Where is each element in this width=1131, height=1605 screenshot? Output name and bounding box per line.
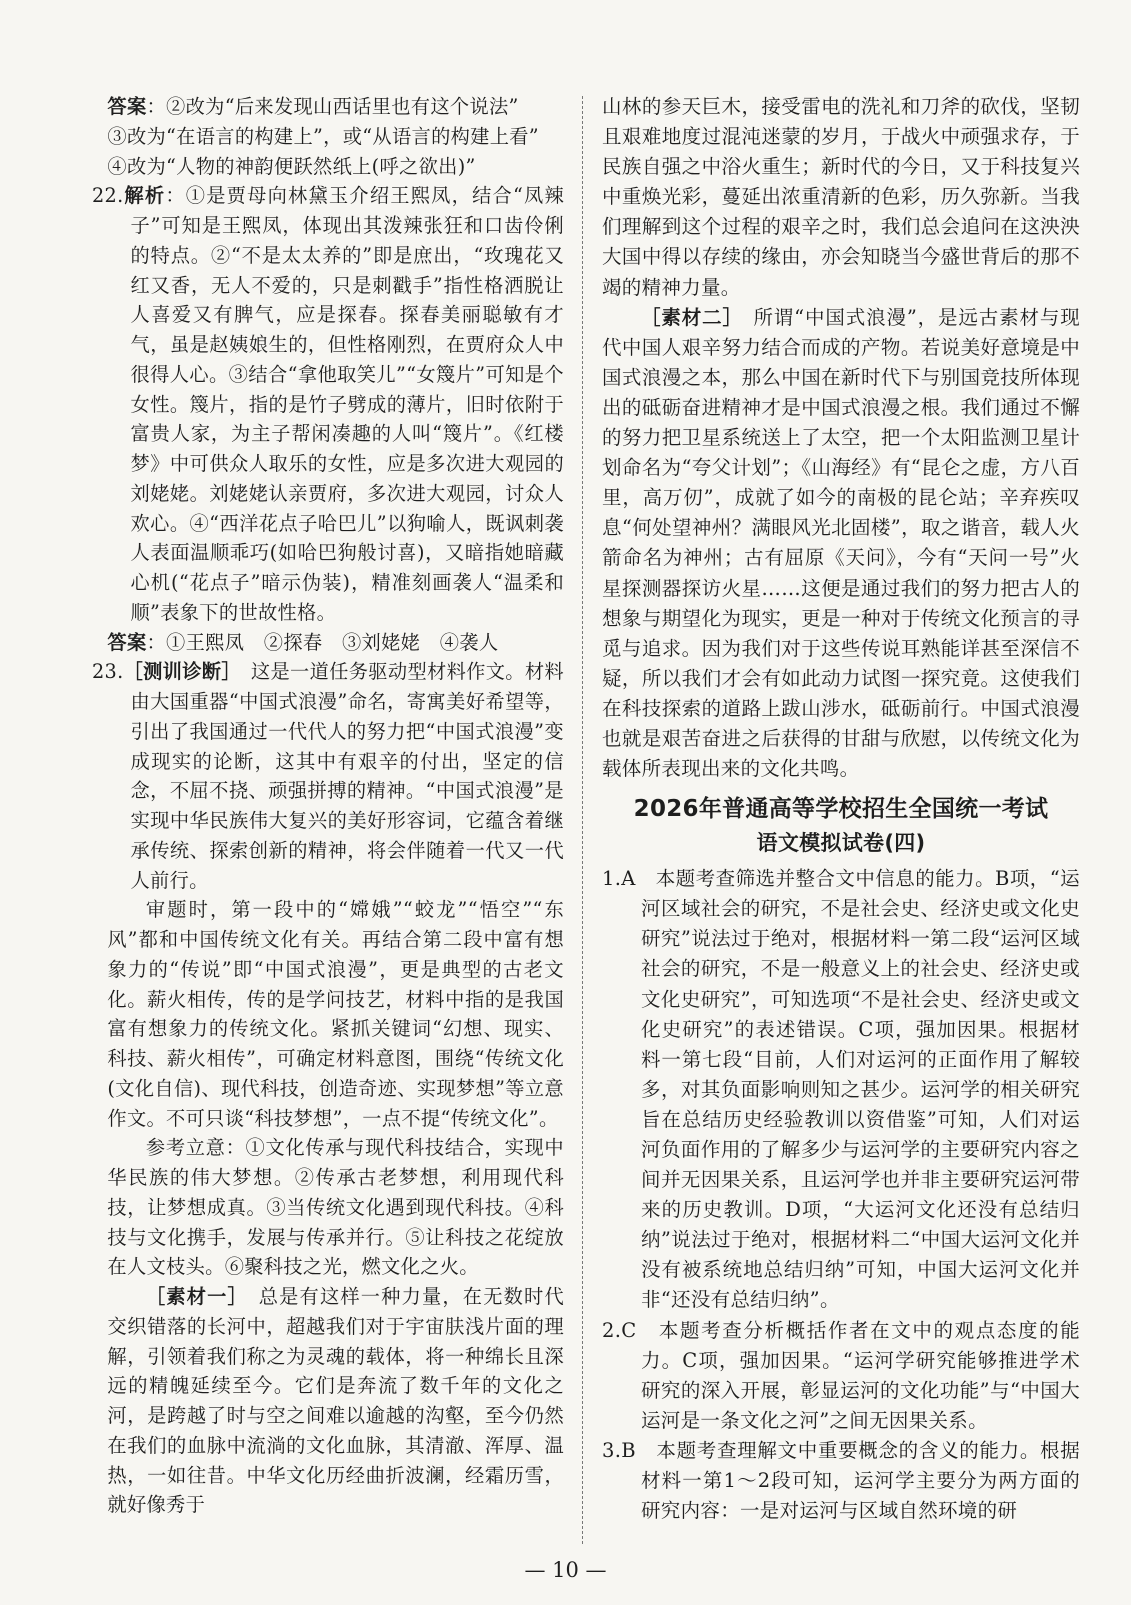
material-one <box>92 1282 564 1520</box>
question-number: 2. <box>602 1318 622 1342</box>
answer-label: 答案 <box>107 95 147 118</box>
answer-21 <box>92 92 564 122</box>
question-3 <box>602 1436 1080 1526</box>
right-column <box>602 92 1080 1526</box>
material-two-tag: ［素材二］ <box>641 305 734 329</box>
question-2-text: C 本题考查分析概括作者在文中的观点态度的能力。C项，强加因果。“运河学研究能够推进学术研究的深入开展，彰显运河的文化功能”与“中国大运河是一条文化之河”之间无因果关系。 <box>621 1318 1080 1432</box>
question-number: 3. <box>602 1438 622 1462</box>
answer-label: 答案 <box>107 630 147 654</box>
review-paragraph: 审题时，第一段中的“嫦娥”“蛟龙”“悟空”“东风”都和中国传统文化有关。再结合第二段中富有想象力的“传说”即“中国式浪漫”，更是典型的古老文化。薪火相传，传的是学问技艺，材料中指的是我国富有想象力的传统文化。紧抓关键词“幻想、现实、科技、薪火相传”，可确定材料意图，围绕“传统文化(文化自信)、现代科技，创造奇迹、实现梦想”等立意作文。不可只谈“科技梦想”，一点不提“传统文化”。 <box>107 898 564 1130</box>
question-number: 1. <box>602 867 622 891</box>
diagnosis-text: 这是一道任务驱动型材料作文。材料由大国重器“中国式浪漫”命名，寄寓美好希望等，引出了我国通过一代代人的努力把“中国式浪漫”变成现实的论断，这其中有艰辛的付出，坚定的信念，不屈不挠、顽强拼搏的精神。“中国式浪漫”是实现中华民族伟大复兴的美好形容词，它蕴含着继承传统、探索创新的精神，将会伴随着一代又一代人前行。 <box>130 660 564 892</box>
analysis-text: ：①是贾母向林黛玉介绍王熙凤，结合“凤辣子”可知是王熙凤，体现出其泼辣张狂和口齿伶俐的特点。②“不是太太养的”即是庶出，“玫瑰花又红又香，无人不爱的，只是刺戳手”指性格洒脱让人喜爱又有脾气，应是探春。探春美丽聪敏有才气，虽是赵姨娘生的，但性格刚烈，在贾府众人中很得人心。③结合“拿他取笑儿”“女篾片”可知是个女性。篾片，指的是竹子劈成的薄片，旧时依附于富贵人家，为主子帮闲凑趣的人叫“篾片”。《红楼梦》中可供众人取乐的女性，应是多次进大观园的刘姥姥。刘姥姥认亲贾府，多次进大观园，讨众人欢心。④“西洋花点子哈巴儿”以狗喻人，既讽刺袭人表面温顺乖巧(如哈巴狗般讨喜)，又暗指她暗藏心机(“花点子”暗示伪装)，精准刻画袭人“温柔和顺”表象下的世故性格。 <box>130 184 565 624</box>
material-two <box>602 303 1080 785</box>
column-divider <box>582 96 583 1544</box>
question-number: 22. <box>92 184 124 208</box>
question-3-text: B 本题考查理解文中重要概念的含义的能力。根据材料一第1～2段可知，运河学主要分为两方面的研究内容：一是对运河与区域自然环境的研 <box>621 1438 1080 1523</box>
answer-22-text: ：①王熙凤 ②探春 ③刘姥姥 ④袭人 <box>146 630 499 654</box>
diagnosis-tag: ［测训诊断］ <box>123 660 232 684</box>
material-two-text: 所谓“中国式浪漫”，是远古素材与现代中国人艰辛努力结合而成的产物。若说美好意境是中国式浪漫之本，那么中国在新时代下与别国竞技所体现出的砥砺奋进精神才是中国式浪漫之根。我们通过不懈的努力把卫星系统送上了太空，把一个太阳监测卫星计划命名为“夸父计划”；《山海经》有“昆仑之虚，方八百里，高万仞”，成就了如今的南极的昆仑站；辛弃疾叹息“何处望神州？满眼风光北固楼”，取之谐音，载人火箭命名为神州；古有屈原《天问》，今有“天问一号”火星探测器探访火星……这便是通过我们的努力把古人的想象与期望化为现实，更是一种对于传统文化预言的寻觅与追求。因为我们对于这些传说耳熟能详甚至深信不疑，所以我们才会有如此动力试图一探究竟。这使我们在科技探索的道路上跋山涉水，砥砺前行。中国式浪漫也就是艰苦奋进之后获得的甘甜与欣慰，以传统文化为载体所表现出来的文化共鸣。 <box>602 305 1080 781</box>
question-22-analysis <box>92 181 564 627</box>
material-one-continued: 山林的参天巨木，接受雷电的洗礼和刀斧的砍伐，坚韧且艰难地度过混沌迷蒙的岁月，于战火中顽强求存，于民族自强之中浴火重生；新时代的今日，又于科技复兴中重焕光彩，蔓延出浓重清新的色彩，历久弥新。当我们理解到这个过程的艰辛之时，我们总会追问在这泱泱大国中得以存续的缘由，亦会知晓当今盛世背后的那不竭的精神力量。 <box>602 95 1080 299</box>
material-one-tag: ［素材一］ <box>145 1285 239 1308</box>
page-number: — 10 — <box>524 1558 607 1582</box>
question-1-text: A 本题考查筛选并整合文中信息的能力。B项，“运河区域社会的研究，不是社会史、经济史或文化史研究”说法过于绝对，根据材料一第二段“运河区域社会的研究，不是一般意义上的社会史、经济史或文化史研究”，可知选项“不是社会史、经济史或文化史研究”的表述错误。C项，强加因果。根据材料一第七段“目前，人们对运河的正面作用了解较多，对其负面影响则知之甚少。运河学的相关研究旨在总结历史经验教训以资借鉴”可知，人们对运河负面作用的了解多少与运河学的主要研究内容之间并无因果关系，且运河学也并非主要研究运河带来的历史教训。D项，“大运河文化还没有总结归纳”说法过于绝对，根据材料二“中国大运河文化并没有被系统地总结归纳”可知，中国大运河文化并非“还没有总结归纳”。 <box>621 867 1080 1312</box>
analysis-label: 解析 <box>123 184 166 208</box>
answer-21-line1: ：②改为“后来发现山西话里也有这个说法” <box>146 95 519 118</box>
question-2 <box>602 1316 1080 1436</box>
material-one-text: 总是有这样一种力量，在无数时代交织错落的长河中，超越我们对于宇宙肤浅片面的理解，引领着我们称之为灵魂的载体，将一种绵长且深远的精魄延续至今。它们是奔流了数千年的文化之河，是跨越了时与空之间难以逾越的沟壑，至今仍然在我们的血脉中流淌的文化血脉，其清澈、浑厚、温热，一如往昔。中华文化历经曲折波澜，经霜历雪，就好像秀于 <box>107 1285 564 1517</box>
left-column <box>92 92 564 1520</box>
answer-21-line2: ③改为“在语言的构建上”，或“从语言的构建上看” <box>107 124 539 148</box>
question-1 <box>602 864 1080 1315</box>
reference-ideas: 参考立意：①文化传承与现代科技结合，实现中华民族的伟大梦想。②传承古老梦想，利用现代科技，让梦想成真。③当传统文化遇到现代科技。④科技与文化携手，发展与传承并行。⑤让科技之花绽放在人文枝头。⑥聚科技之光，燃文化之火。 <box>107 1136 564 1279</box>
answer-21-line3: ④改为“人物的神韵便跃然纸上(呼之欲出)” <box>107 154 476 178</box>
exam-subtitle: 语文模拟试卷(四) <box>756 831 926 856</box>
question-23 <box>92 657 564 895</box>
answer-22 <box>92 628 564 658</box>
question-number: 23. <box>92 660 124 684</box>
exam-title: 2026年普通高等学校招生全国统一考试 <box>633 796 1049 823</box>
